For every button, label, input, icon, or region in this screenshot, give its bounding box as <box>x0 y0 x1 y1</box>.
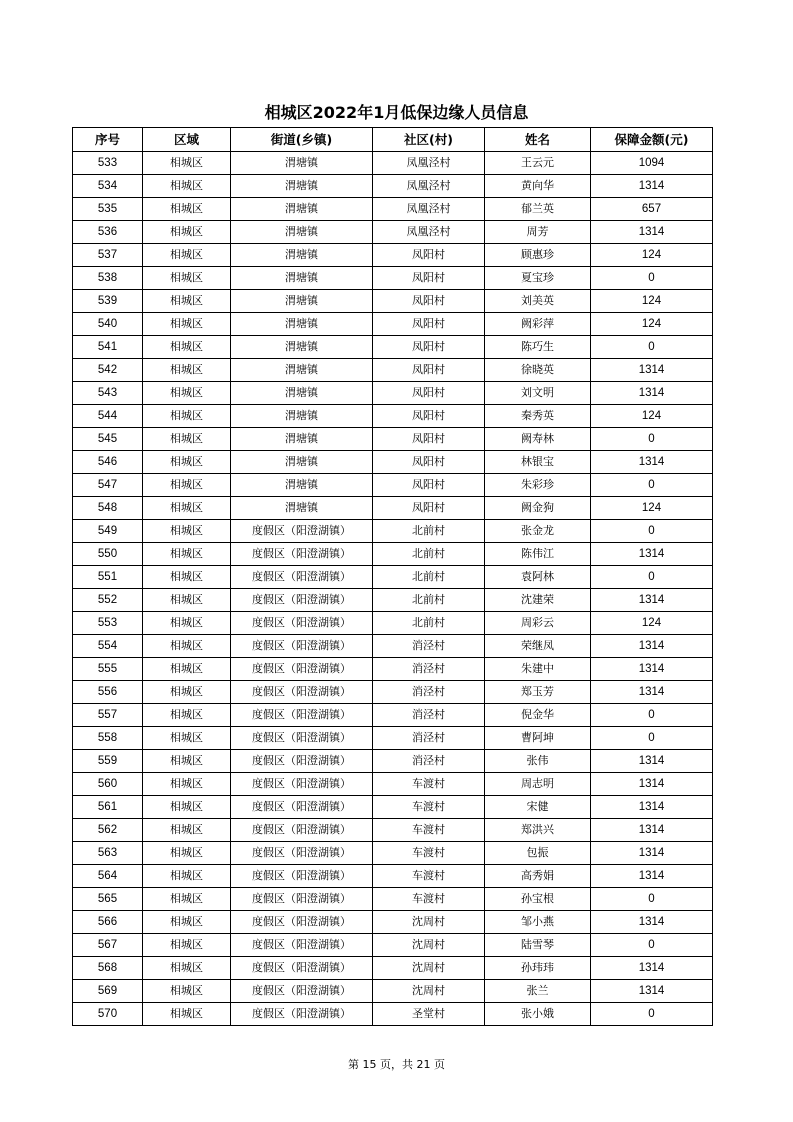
cell-no: 537 <box>73 244 143 267</box>
cell-area: 相城区 <box>143 405 231 428</box>
cell-name: 张小娥 <box>485 1003 591 1026</box>
cell-community: 凤凰泾村 <box>373 221 485 244</box>
cell-no: 567 <box>73 934 143 957</box>
cell-name: 王云元 <box>485 152 591 175</box>
cell-name: 郑玉芳 <box>485 681 591 704</box>
cell-area: 相城区 <box>143 221 231 244</box>
cell-name: 周志明 <box>485 773 591 796</box>
cell-community: 凤阳村 <box>373 290 485 313</box>
cell-no: 565 <box>73 888 143 911</box>
cell-street: 渭塘镇 <box>231 244 373 267</box>
cell-no: 555 <box>73 658 143 681</box>
table-row <box>73 773 713 796</box>
cell-no: 560 <box>73 773 143 796</box>
cell-name: 周芳 <box>485 221 591 244</box>
cell-no: 539 <box>73 290 143 313</box>
cell-community: 凤阳村 <box>373 336 485 359</box>
cell-name: 张兰 <box>485 980 591 1003</box>
cell-area: 相城区 <box>143 244 231 267</box>
cell-street: 度假区（阳澄湖镇） <box>231 911 373 934</box>
cell-amount: 0 <box>591 267 713 290</box>
cell-no: 561 <box>73 796 143 819</box>
table-row <box>73 658 713 681</box>
cell-community: 凤阳村 <box>373 405 485 428</box>
cell-area: 相城区 <box>143 336 231 359</box>
cell-no: 547 <box>73 474 143 497</box>
table-row <box>73 175 713 198</box>
cell-name: 包振 <box>485 842 591 865</box>
cell-amount: 1314 <box>591 359 713 382</box>
cell-no: 563 <box>73 842 143 865</box>
table-row <box>73 152 713 175</box>
cell-amount: 1314 <box>591 681 713 704</box>
cell-area: 相城区 <box>143 612 231 635</box>
cell-community: 凤阳村 <box>373 451 485 474</box>
cell-area: 相城区 <box>143 1003 231 1026</box>
cell-amount: 1314 <box>591 865 713 888</box>
cell-no: 550 <box>73 543 143 566</box>
cell-no: 551 <box>73 566 143 589</box>
cell-no: 568 <box>73 957 143 980</box>
table-row <box>73 980 713 1003</box>
cell-community: 北前村 <box>373 543 485 566</box>
cell-street: 度假区（阳澄湖镇） <box>231 543 373 566</box>
header-street: 街道(乡镇) <box>231 128 373 152</box>
cell-community: 沈周村 <box>373 934 485 957</box>
cell-community: 凤阳村 <box>373 474 485 497</box>
table-row <box>73 612 713 635</box>
cell-street: 渭塘镇 <box>231 405 373 428</box>
table-row <box>73 888 713 911</box>
cell-name: 刘文明 <box>485 382 591 405</box>
cell-street: 度假区（阳澄湖镇） <box>231 819 373 842</box>
cell-amount: 1314 <box>591 175 713 198</box>
cell-community: 凤凰泾村 <box>373 175 485 198</box>
cell-no: 534 <box>73 175 143 198</box>
table-row <box>73 336 713 359</box>
cell-no: 558 <box>73 727 143 750</box>
table-row <box>73 244 713 267</box>
cell-name: 陈伟江 <box>485 543 591 566</box>
table-row <box>73 750 713 773</box>
table-row <box>73 911 713 934</box>
cell-no: 541 <box>73 336 143 359</box>
cell-area: 相城区 <box>143 543 231 566</box>
cell-street: 度假区（阳澄湖镇） <box>231 865 373 888</box>
table-row <box>73 635 713 658</box>
cell-area: 相城区 <box>143 658 231 681</box>
cell-community: 消泾村 <box>373 704 485 727</box>
cell-name: 阙金狗 <box>485 497 591 520</box>
cell-name: 林银宝 <box>485 451 591 474</box>
cell-community: 凤阳村 <box>373 313 485 336</box>
table-row <box>73 221 713 244</box>
cell-no: 554 <box>73 635 143 658</box>
cell-community: 消泾村 <box>373 635 485 658</box>
cell-area: 相城区 <box>143 888 231 911</box>
cell-no: 569 <box>73 980 143 1003</box>
table-row <box>73 727 713 750</box>
cell-amount: 0 <box>591 727 713 750</box>
cell-community: 沈周村 <box>373 980 485 1003</box>
cell-name: 孙宝根 <box>485 888 591 911</box>
cell-community: 车渡村 <box>373 796 485 819</box>
cell-community: 北前村 <box>373 566 485 589</box>
cell-no: 538 <box>73 267 143 290</box>
cell-community: 消泾村 <box>373 658 485 681</box>
cell-community: 凤阳村 <box>373 497 485 520</box>
cell-area: 相城区 <box>143 267 231 290</box>
cell-area: 相城区 <box>143 382 231 405</box>
cell-amount: 0 <box>591 704 713 727</box>
cell-name: 刘美英 <box>485 290 591 313</box>
cell-street: 渭塘镇 <box>231 382 373 405</box>
cell-area: 相城区 <box>143 198 231 221</box>
cell-name: 宋健 <box>485 796 591 819</box>
table-row <box>73 520 713 543</box>
page-footer: 第 15 页，共 21 页 <box>348 1058 445 1071</box>
cell-street: 渭塘镇 <box>231 175 373 198</box>
cell-community: 车渡村 <box>373 888 485 911</box>
cell-street: 渭塘镇 <box>231 221 373 244</box>
cell-street: 度假区（阳澄湖镇） <box>231 589 373 612</box>
cell-no: 566 <box>73 911 143 934</box>
table-row <box>73 497 713 520</box>
cell-no: 559 <box>73 750 143 773</box>
cell-name: 秦秀英 <box>485 405 591 428</box>
cell-amount: 1314 <box>591 980 713 1003</box>
cell-community: 凤阳村 <box>373 267 485 290</box>
cell-street: 度假区（阳澄湖镇） <box>231 750 373 773</box>
table-row <box>73 819 713 842</box>
cell-community: 凤阳村 <box>373 382 485 405</box>
cell-area: 相城区 <box>143 865 231 888</box>
cell-street: 渭塘镇 <box>231 359 373 382</box>
cell-name: 郁兰英 <box>485 198 591 221</box>
cell-amount: 1314 <box>591 658 713 681</box>
cell-area: 相城区 <box>143 359 231 382</box>
cell-amount: 124 <box>591 497 713 520</box>
cell-area: 相城区 <box>143 520 231 543</box>
table-row <box>73 543 713 566</box>
cell-street: 度假区（阳澄湖镇） <box>231 773 373 796</box>
cell-area: 相城区 <box>143 796 231 819</box>
cell-area: 相城区 <box>143 313 231 336</box>
cell-street: 度假区（阳澄湖镇） <box>231 842 373 865</box>
cell-area: 相城区 <box>143 819 231 842</box>
cell-no: 549 <box>73 520 143 543</box>
cell-community: 车渡村 <box>373 819 485 842</box>
cell-name: 陈巧生 <box>485 336 591 359</box>
cell-no: 543 <box>73 382 143 405</box>
cell-name: 阙寿林 <box>485 428 591 451</box>
cell-area: 相城区 <box>143 773 231 796</box>
cell-street: 渭塘镇 <box>231 474 373 497</box>
cell-amount: 1314 <box>591 635 713 658</box>
cell-street: 度假区（阳澄湖镇） <box>231 612 373 635</box>
table-row <box>73 428 713 451</box>
cell-street: 度假区（阳澄湖镇） <box>231 1003 373 1026</box>
cell-street: 度假区（阳澄湖镇） <box>231 888 373 911</box>
cell-community: 车渡村 <box>373 865 485 888</box>
cell-amount: 657 <box>591 198 713 221</box>
cell-amount: 0 <box>591 520 713 543</box>
cell-community: 消泾村 <box>373 750 485 773</box>
header-amount: 保障金额(元) <box>591 128 713 152</box>
cell-no: 564 <box>73 865 143 888</box>
cell-amount: 1094 <box>591 152 713 175</box>
cell-community: 沈周村 <box>373 957 485 980</box>
cell-amount: 0 <box>591 566 713 589</box>
cell-name: 高秀娟 <box>485 865 591 888</box>
table-row <box>73 957 713 980</box>
cell-no: 542 <box>73 359 143 382</box>
table-row <box>73 934 713 957</box>
cell-community: 车渡村 <box>373 842 485 865</box>
cell-community: 北前村 <box>373 612 485 635</box>
table-row <box>73 313 713 336</box>
cell-street: 度假区（阳澄湖镇） <box>231 727 373 750</box>
cell-no: 556 <box>73 681 143 704</box>
cell-amount: 124 <box>591 290 713 313</box>
cell-name: 阙彩萍 <box>485 313 591 336</box>
cell-area: 相城区 <box>143 290 231 313</box>
table-row <box>73 382 713 405</box>
cell-area: 相城区 <box>143 175 231 198</box>
header-no: 序号 <box>73 128 143 152</box>
cell-community: 凤阳村 <box>373 428 485 451</box>
table-row <box>73 198 713 221</box>
table-row <box>73 451 713 474</box>
cell-street: 渭塘镇 <box>231 152 373 175</box>
cell-street: 度假区（阳澄湖镇） <box>231 934 373 957</box>
cell-no: 545 <box>73 428 143 451</box>
cell-community: 圣堂村 <box>373 1003 485 1026</box>
header-area: 区域 <box>143 128 231 152</box>
cell-no: 544 <box>73 405 143 428</box>
cell-community: 消泾村 <box>373 727 485 750</box>
cell-community: 消泾村 <box>373 681 485 704</box>
cell-community: 凤凰泾村 <box>373 198 485 221</box>
cell-name: 徐晓英 <box>485 359 591 382</box>
cell-area: 相城区 <box>143 451 231 474</box>
cell-amount: 0 <box>591 474 713 497</box>
cell-area: 相城区 <box>143 980 231 1003</box>
table-row <box>73 566 713 589</box>
cell-community: 北前村 <box>373 589 485 612</box>
cell-name: 夏宝珍 <box>485 267 591 290</box>
cell-area: 相城区 <box>143 727 231 750</box>
cell-no: 540 <box>73 313 143 336</box>
cell-amount: 1314 <box>591 773 713 796</box>
cell-amount: 0 <box>591 1003 713 1026</box>
cell-no: 553 <box>73 612 143 635</box>
cell-no: 535 <box>73 198 143 221</box>
cell-amount: 1314 <box>591 842 713 865</box>
cell-area: 相城区 <box>143 704 231 727</box>
cell-community: 凤阳村 <box>373 244 485 267</box>
cell-name: 张伟 <box>485 750 591 773</box>
cell-name: 沈建荣 <box>485 589 591 612</box>
cell-community: 凤凰泾村 <box>373 152 485 175</box>
table-row <box>73 290 713 313</box>
cell-amount: 124 <box>591 405 713 428</box>
header-community: 社区(村) <box>373 128 485 152</box>
cell-street: 度假区（阳澄湖镇） <box>231 566 373 589</box>
header-name: 姓名 <box>485 128 591 152</box>
cell-no: 548 <box>73 497 143 520</box>
cell-name: 陆雪琴 <box>485 934 591 957</box>
cell-street: 渭塘镇 <box>231 428 373 451</box>
cell-area: 相城区 <box>143 474 231 497</box>
cell-area: 相城区 <box>143 635 231 658</box>
cell-name: 袁阿林 <box>485 566 591 589</box>
cell-area: 相城区 <box>143 589 231 612</box>
cell-street: 渭塘镇 <box>231 290 373 313</box>
table-row <box>73 405 713 428</box>
cell-no: 557 <box>73 704 143 727</box>
cell-community: 北前村 <box>373 520 485 543</box>
cell-amount: 1314 <box>591 911 713 934</box>
cell-amount: 1314 <box>591 451 713 474</box>
cell-amount: 1314 <box>591 382 713 405</box>
cell-name: 周彩云 <box>485 612 591 635</box>
cell-no: 552 <box>73 589 143 612</box>
cell-street: 度假区（阳澄湖镇） <box>231 520 373 543</box>
cell-area: 相城区 <box>143 497 231 520</box>
cell-street: 渭塘镇 <box>231 336 373 359</box>
cell-amount: 1314 <box>591 589 713 612</box>
table-row <box>73 359 713 382</box>
cell-name: 顾惠珍 <box>485 244 591 267</box>
table-row <box>73 474 713 497</box>
cell-street: 度假区（阳澄湖镇） <box>231 957 373 980</box>
cell-name: 倪金华 <box>485 704 591 727</box>
table-row <box>73 842 713 865</box>
cell-amount: 1314 <box>591 796 713 819</box>
cell-name: 孙玮玮 <box>485 957 591 980</box>
cell-area: 相城区 <box>143 681 231 704</box>
cell-area: 相城区 <box>143 842 231 865</box>
cell-name: 邹小燕 <box>485 911 591 934</box>
cell-amount: 1314 <box>591 750 713 773</box>
cell-area: 相城区 <box>143 911 231 934</box>
table-row <box>73 589 713 612</box>
cell-name: 张金龙 <box>485 520 591 543</box>
cell-street: 渭塘镇 <box>231 198 373 221</box>
table-row <box>73 267 713 290</box>
cell-street: 度假区（阳澄湖镇） <box>231 681 373 704</box>
cell-amount: 1314 <box>591 221 713 244</box>
cell-area: 相城区 <box>143 934 231 957</box>
page-title: 相城区2022年1月低保边缘人员信息 <box>264 103 529 122</box>
table-header-row <box>73 128 713 152</box>
cell-community: 沈周村 <box>373 911 485 934</box>
cell-amount: 0 <box>591 934 713 957</box>
table-row <box>73 865 713 888</box>
cell-amount: 0 <box>591 888 713 911</box>
cell-street: 渭塘镇 <box>231 313 373 336</box>
table-row <box>73 681 713 704</box>
cell-no: 533 <box>73 152 143 175</box>
cell-area: 相城区 <box>143 428 231 451</box>
cell-no: 570 <box>73 1003 143 1026</box>
cell-street: 度假区（阳澄湖镇） <box>231 658 373 681</box>
cell-street: 渭塘镇 <box>231 451 373 474</box>
cell-amount: 1314 <box>591 957 713 980</box>
cell-name: 黄向华 <box>485 175 591 198</box>
cell-no: 536 <box>73 221 143 244</box>
table-row <box>73 704 713 727</box>
table-row <box>73 1003 713 1026</box>
cell-area: 相城区 <box>143 750 231 773</box>
cell-no: 546 <box>73 451 143 474</box>
cell-street: 渭塘镇 <box>231 267 373 290</box>
cell-no: 562 <box>73 819 143 842</box>
cell-name: 郑洪兴 <box>485 819 591 842</box>
cell-area: 相城区 <box>143 957 231 980</box>
cell-name: 荣继凤 <box>485 635 591 658</box>
cell-street: 度假区（阳澄湖镇） <box>231 796 373 819</box>
cell-area: 相城区 <box>143 152 231 175</box>
cell-amount: 124 <box>591 612 713 635</box>
cell-amount: 0 <box>591 336 713 359</box>
cell-street: 渭塘镇 <box>231 497 373 520</box>
cell-community: 凤阳村 <box>373 359 485 382</box>
table-row <box>73 796 713 819</box>
cell-street: 度假区（阳澄湖镇） <box>231 980 373 1003</box>
cell-amount: 1314 <box>591 543 713 566</box>
beneficiary-table <box>72 127 713 1026</box>
cell-amount: 1314 <box>591 819 713 842</box>
cell-amount: 0 <box>591 428 713 451</box>
cell-amount: 124 <box>591 313 713 336</box>
cell-name: 曹阿坤 <box>485 727 591 750</box>
cell-name: 朱建中 <box>485 658 591 681</box>
cell-amount: 124 <box>591 244 713 267</box>
cell-street: 度假区（阳澄湖镇） <box>231 704 373 727</box>
cell-name: 朱彩珍 <box>485 474 591 497</box>
cell-area: 相城区 <box>143 566 231 589</box>
cell-community: 车渡村 <box>373 773 485 796</box>
cell-street: 度假区（阳澄湖镇） <box>231 635 373 658</box>
